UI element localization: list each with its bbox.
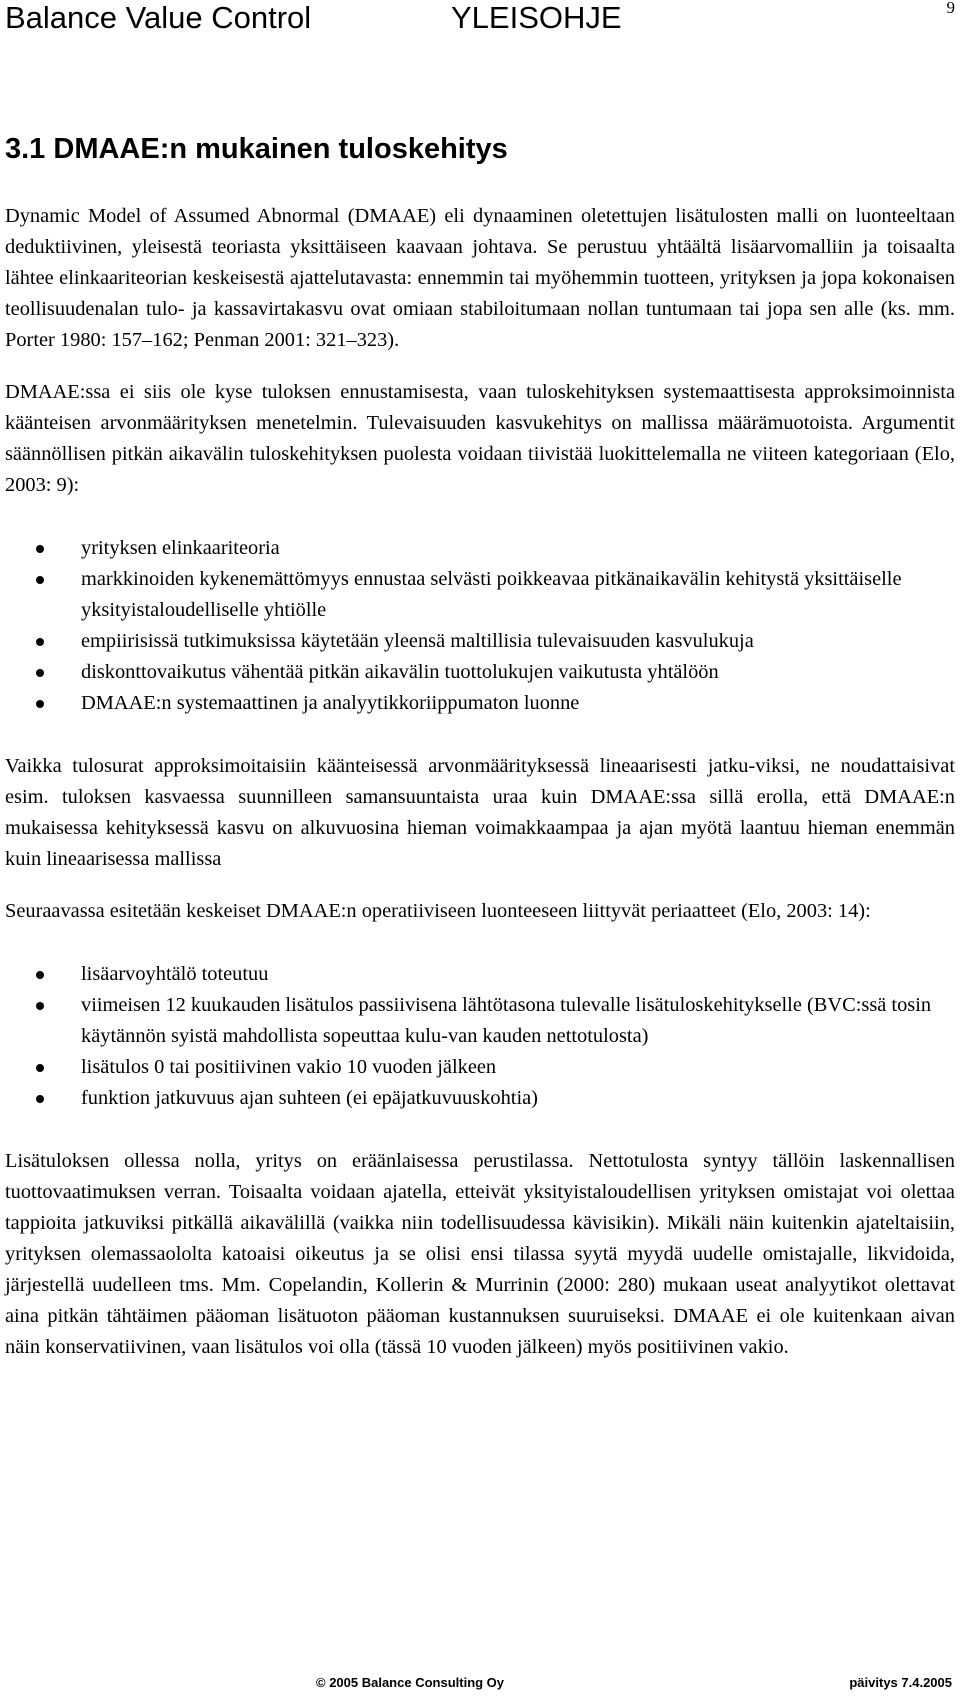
conclusion-paragraph: Lisätuloksen ollessa nolla, yritys on eräänlaisessa perustilassa. Nettotulosta syntyy tällöin laskennallisen tuottovaatimuksen verran. Toisaalta voidaan ajatella, etteivät yksityistaloudellisen yrityksen omistajat voi olettaa tappioita jatkuviksi pitkällä aikavälillä (vaikka niin todellisuudessa kävisikin). Mikäli näin kuitenkin ajateltaisiin, yrityksen olemassaololta katoaisi oikeutus ja se olisi ensi tilassa syytä myydä uudelle omistajalle, likvidoida, järjestellä uudelleen tms. Mm. Copelandin, Kollerin & Murrinin (2000: 280) mukaan useat analyytikot olettavat aina pitkän tähtäimen pääoman lisätuoton pääoman kustannuksen suuruiseksi. DMAAE ei ole kuitenkaan aivan näin konservatiivinen, vaan lisätulos voi olla (tässä 10 vuoden jälkeen) myös positiivinen vakio.	[5, 1150, 955, 1358]
list-item-text: markkinoiden kykenemättömyys ennustaa selvästi poikkeavaa pitkänaikavälin kehitystä yksittäiselle yksityistaloudelliselle yhtiölle	[81, 568, 902, 621]
page-header	[5, 0, 955, 44]
section-title: 3.1 DMAAE:n mukainen tuloskehitys	[5, 133, 508, 165]
bullet-icon	[36, 545, 44, 553]
bullet-icon	[36, 1002, 44, 1010]
comparison-paragraph: Vaikka tulosurat approksimoitaisiin käänteisessä arvonmäärityksessä lineaarisesti jatku-viksi, ne noudattaisivat esim. tuloksen kasvaessa suunnilleen samansuuntaista uraa kuin DMAAE:ssa sillä erolla, että DMAAE:n mukaisessa kehityksessä kasvu on alkuvuosina hieman voimakkaampaa ja ajan myötä laantuu hieman enemmän kuin lineaarisessa mallissa	[5, 755, 955, 870]
category-list	[5, 533, 955, 719]
list-item	[5, 533, 955, 564]
header-document-type: YLEISOHJE	[451, 0, 622, 35]
bullet-icon	[36, 971, 44, 979]
list-item-text: empiirisissä tutkimuksissa käytetään yleensä maltillisia tulevaisuuden kasvulukuja	[81, 630, 754, 652]
list-item-text: lisäarvoyhtälö toteutuu	[81, 963, 269, 985]
list-item-text: funktion jatkuvuus ajan suhteen (ei epäjatkuvuuskohtia)	[81, 1087, 538, 1109]
list-item-text: DMAAE:n systemaattinen ja analyytikkoriippumaton luonne	[81, 692, 580, 714]
principles-intro-paragraph: Seuraavassa esitetään keskeiset DMAAE:n operatiiviseen luonteeseen liittyvät periaatteet (Elo, 2003: 14):	[5, 900, 871, 922]
bullet-icon	[36, 700, 44, 708]
list-item-text: diskonttovaikutus vähentää pitkän aikavälin tuottolukujen vaikutusta yhtälöön	[81, 661, 719, 683]
header-product-name: Balance Value Control	[5, 0, 312, 35]
list-item	[5, 657, 955, 688]
list-item-text: lisätulos 0 tai positiivinen vakio 10 vuoden jälkeen	[81, 1056, 497, 1078]
list-item-text: yrityksen elinkaariteoria	[81, 537, 280, 559]
bullet-icon	[36, 669, 44, 677]
update-date: päivitys 7.4.2005	[849, 1675, 952, 1690]
list-item	[5, 626, 955, 657]
bullet-icon	[36, 638, 44, 646]
page-number: 9	[946, 0, 955, 17]
intro-paragraph: Dynamic Model of Assumed Abnormal (DMAAE) eli dynaaminen oletettujen lisätulosten malli on luonteeltaan deduktiivinen, yleisestä teoriasta yksittäiseen kaavaan johtava. Se perustuu yhtäältä lisäarvomalliin ja toisaalta lähtee elinkaariteorian keskeisestä ajattelutavasta: ennemmin tai myöhemmin tuotteen, yrityksen ja jopa kokonaisen teollisuudenalan tulo- ja kassavirtakasvu ovat omiaan stabiloitumaan nollan tuntumaan tai jopa sen alle (ks. mm. Porter 1980: 157–162; Penman 2001: 321–323).	[5, 205, 955, 351]
bullet-icon	[36, 1095, 44, 1103]
copyright-notice: © 2005 Balance Consulting Oy	[316, 1675, 505, 1690]
document-body	[5, 201, 955, 1384]
list-item	[5, 1052, 955, 1083]
list-item-text: viimeisen 12 kuukauden lisätulos passiivisena lähtötasona tulevalle lisätuloskehitykselle (BVC:ssä tosin käytännön syistä mahdollista sopeuttaa kulu-van kauden nettotulosta)	[81, 994, 932, 1047]
list-item	[5, 1083, 955, 1114]
list-item	[5, 564, 955, 626]
bullet-icon	[36, 576, 44, 584]
principles-list	[5, 959, 955, 1114]
list-item	[5, 959, 955, 990]
bullet-icon	[36, 1064, 44, 1072]
list-item	[5, 688, 955, 719]
page-footer	[0, 1672, 960, 1694]
list-item	[5, 990, 955, 1052]
method-paragraph: DMAAE:ssa ei siis ole kyse tuloksen ennustamisesta, vaan tuloskehityksen systemaattisesta approksimoinnista käänteisen arvonmäärityksen menetelmin. Tulevaisuuden kasvukehitys on mallissa määrämuotoista. Argumentit säännöllisen pitkän aikavälin tuloskehityksen puolesta voidaan tiivistää luokittelemalla ne viiteen kategoriaan (Elo, 2003: 9):	[5, 381, 955, 496]
